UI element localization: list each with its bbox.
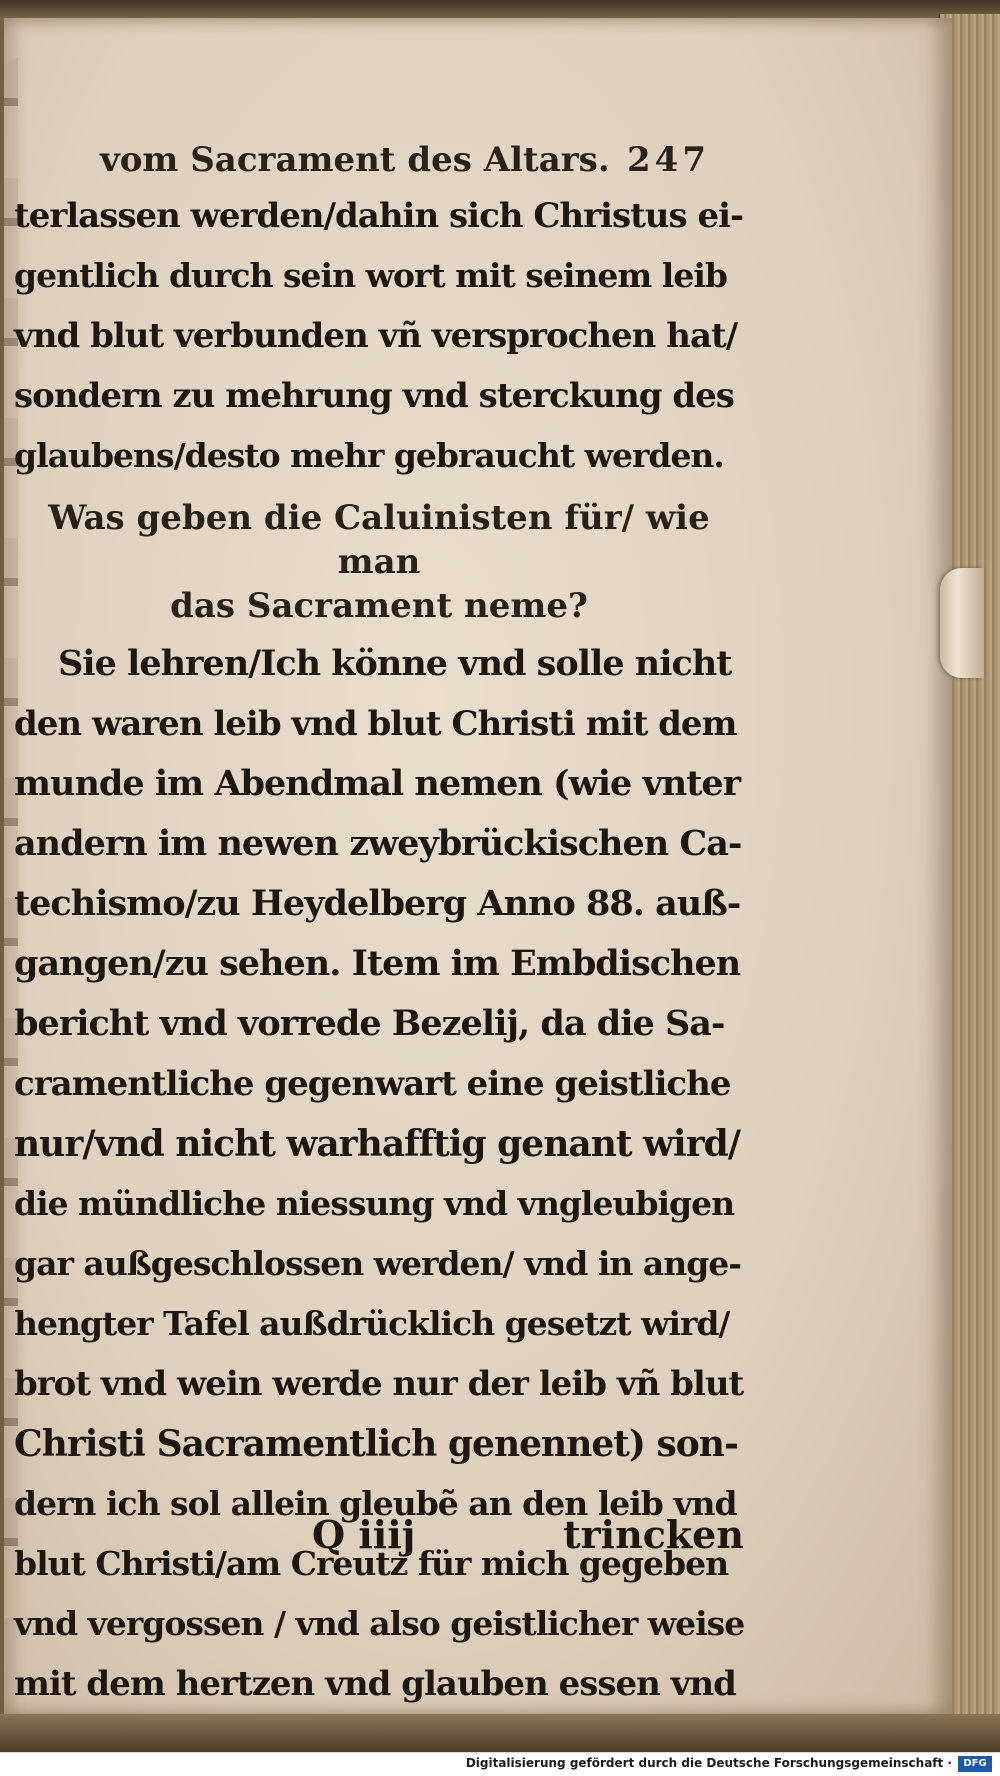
page-number: 247 bbox=[627, 140, 710, 180]
text-line: die mündliche niessung vnd vngleubigen bbox=[14, 1184, 735, 1223]
running-header bbox=[100, 140, 710, 190]
text-line: blut Christi/am Creutz für mich gegeben bbox=[14, 1544, 729, 1583]
text-line: vnd blut verbunden vñ versprochen hat/ bbox=[14, 316, 738, 356]
book-clasp bbox=[940, 568, 984, 678]
text-line: den waren leib vnd blut Christi mit dem bbox=[14, 704, 737, 744]
text-line: Sie lehren/Ich könne vnd solle nicht bbox=[58, 643, 732, 684]
book-top-edge bbox=[0, 0, 1000, 20]
catchword: trincken bbox=[563, 1512, 744, 1557]
text-line: gar außgeschlossen werden/ vnd in ange- bbox=[14, 1244, 741, 1283]
text-line: Christi Sacramentlich genennet) son- bbox=[14, 1423, 738, 1465]
text-line: sondern zu mehrung vnd sterckung des bbox=[14, 376, 734, 416]
text-line: brot vnd wein werde nur der leib vñ blut bbox=[14, 1364, 744, 1404]
text-line: techismo/zu Heydelberg Anno 88. auß- bbox=[14, 883, 741, 924]
text-line: vnd vergossen / vnd also geistlicher weise bbox=[14, 1604, 745, 1643]
text-line: andern im newen zweybrückischen Ca- bbox=[14, 823, 742, 864]
book-bottom-edge bbox=[0, 1714, 1000, 1752]
credit-bar bbox=[0, 1752, 1000, 1776]
text-line: glaubens/desto mehr gebraucht werden. bbox=[14, 436, 724, 475]
heading-line: das Sacrament neme? bbox=[170, 586, 588, 626]
text-line: gentlich durch sein wort mit seinem leib bbox=[14, 256, 727, 295]
text-line: dern ich sol allein gleubẽ an den leib vnd bbox=[14, 1484, 737, 1523]
text-line: hengter Tafel außdrücklich gesetzt wird/ bbox=[14, 1304, 730, 1343]
text-line: cramentliche gegenwart eine geistliche bbox=[14, 1064, 731, 1104]
signature-mark: Q iiij bbox=[312, 1512, 416, 1557]
running-title: vom Sacrament des Altars. bbox=[100, 140, 610, 180]
page-footer bbox=[312, 1512, 744, 1570]
text-line: gangen/zu sehen. Item im Embdischen bbox=[14, 943, 741, 984]
funding-credit: Digitalisierung gefördert durch die Deutsche Forschungsgemeinschaft · bbox=[465, 1756, 952, 1770]
text-line: mit dem hertzen vnd glauben essen vnd bbox=[14, 1664, 736, 1704]
text-line: terlassen werden/dahin sich Christus ei- bbox=[14, 196, 744, 236]
section-heading bbox=[14, 496, 744, 628]
text-line: nur/vnd nicht warhafftig genant wird/ bbox=[14, 1123, 740, 1165]
text-line: munde im Abendmal nemen (wie vnter bbox=[14, 763, 741, 804]
body-text bbox=[14, 186, 744, 1714]
heading-line: Was geben die Caluinisten für/ wie man bbox=[48, 498, 710, 582]
text-line: bericht vnd vorrede Bezelij, da die Sa- bbox=[14, 1003, 725, 1044]
dfg-logo-icon: DFG bbox=[958, 1756, 992, 1772]
